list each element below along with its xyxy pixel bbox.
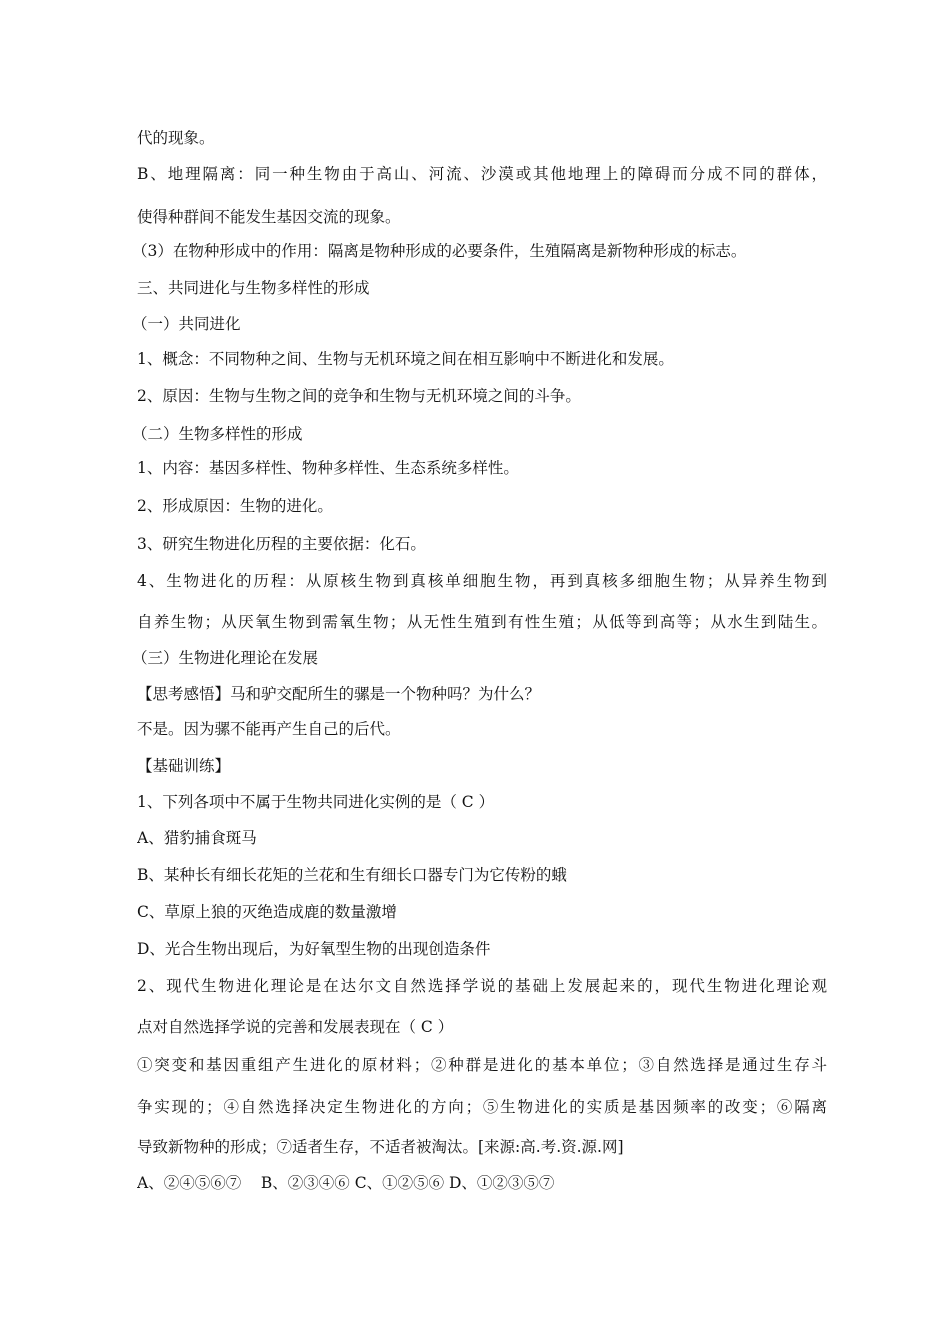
question-1: 1、下列各项中不属于生物共同进化实例的是（ C ） — [137, 793, 495, 811]
question-2-options: A、②④⑤⑥⑦ B、②③④⑥ C、①②⑤⑥ D、①②③⑤⑦ — [137, 1174, 555, 1192]
question-2-line-2: 点对自然选择学说的完善和发展表现在（ C ） — [137, 1018, 454, 1036]
question-2-statements-1: ①突变和基因重组产生进化的原材料；②种群是进化的基本单位；③自然选择是通过生存斗 — [137, 1056, 827, 1074]
text-line-10: 1、内容：基因多样性、物种多样性、生态系统多样性。 — [137, 459, 519, 477]
question-1-option-a: A、猎豹捕食斑马 — [137, 829, 257, 847]
subsection-heading-3: （三）生物进化理论在发展 — [132, 649, 319, 667]
training-heading: 【基础训练】 — [137, 757, 231, 775]
subsection-heading-1: （一）共同进化 — [132, 315, 241, 333]
text-line-8: 2、原因：生物与生物之间的竞争和生物与无机环境之间的斗争。 — [137, 387, 581, 405]
text-line-13: 4、生物进化的历程：从原核生物到真核单细胞生物，再到真核多细胞生物；从异养生物到 — [137, 572, 827, 590]
text-line-2: B、地理隔离：同一种生物由于高山、河流、沙漠或其他地理上的障碍而分成不同的群体， — [137, 165, 827, 183]
section-heading-3: 三、共同进化与生物多样性的形成 — [137, 279, 370, 297]
text-line-12: 3、研究生物进化历程的主要依据：化石。 — [137, 535, 426, 553]
text-line-4: （3）在物种形成中的作用：隔离是物种形成的必要条件，生殖隔离是新物种形成的标志。 — [132, 242, 747, 260]
question-1-option-d: D、光合生物出现后，为好氧型生物的出现创造条件 — [137, 940, 491, 958]
subsection-heading-2: （二）生物多样性的形成 — [132, 425, 303, 443]
text-line-1: 代的现象。 — [137, 129, 215, 147]
question-2-line-1: 2、现代生物进化理论是在达尔文自然选择学说的基础上发展起来的，现代生物进化理论观 — [137, 977, 827, 995]
text-line-7: 1、概念：不同物种之间、生物与无机环境之间在相互影响中不断进化和发展。 — [137, 350, 674, 368]
text-line-3: 使得种群间不能发生基因交流的现象。 — [137, 208, 401, 226]
thinking-question: 【思考感悟】马和驴交配所生的骡是一个物种吗？为什么？ — [137, 685, 541, 703]
question-2-statements-3: 导致新物种的形成；⑦适者生存，不适者被淘汰。[来源:高.考.资.源.网] — [137, 1138, 624, 1156]
text-line-11: 2、形成原因：生物的进化。 — [137, 497, 333, 515]
text-line-14: 自养生物；从厌氧生物到需氧生物；从无性生殖到有性生殖；从低等到高等；从水生到陆生。 — [137, 613, 827, 631]
question-2-statements-2: 争实现的；④自然选择决定生物进化的方向；⑤生物进化的实质是基因频率的改变；⑥隔离 — [137, 1098, 827, 1116]
question-1-option-b: B、某种长有细长花矩的兰花和生有细长口器专门为它传粉的蛾 — [137, 866, 567, 884]
thinking-answer: 不是。因为骡不能再产生自己的后代。 — [137, 720, 401, 738]
question-1-option-c: C、草原上狼的灭绝造成鹿的数量激增 — [137, 903, 397, 921]
